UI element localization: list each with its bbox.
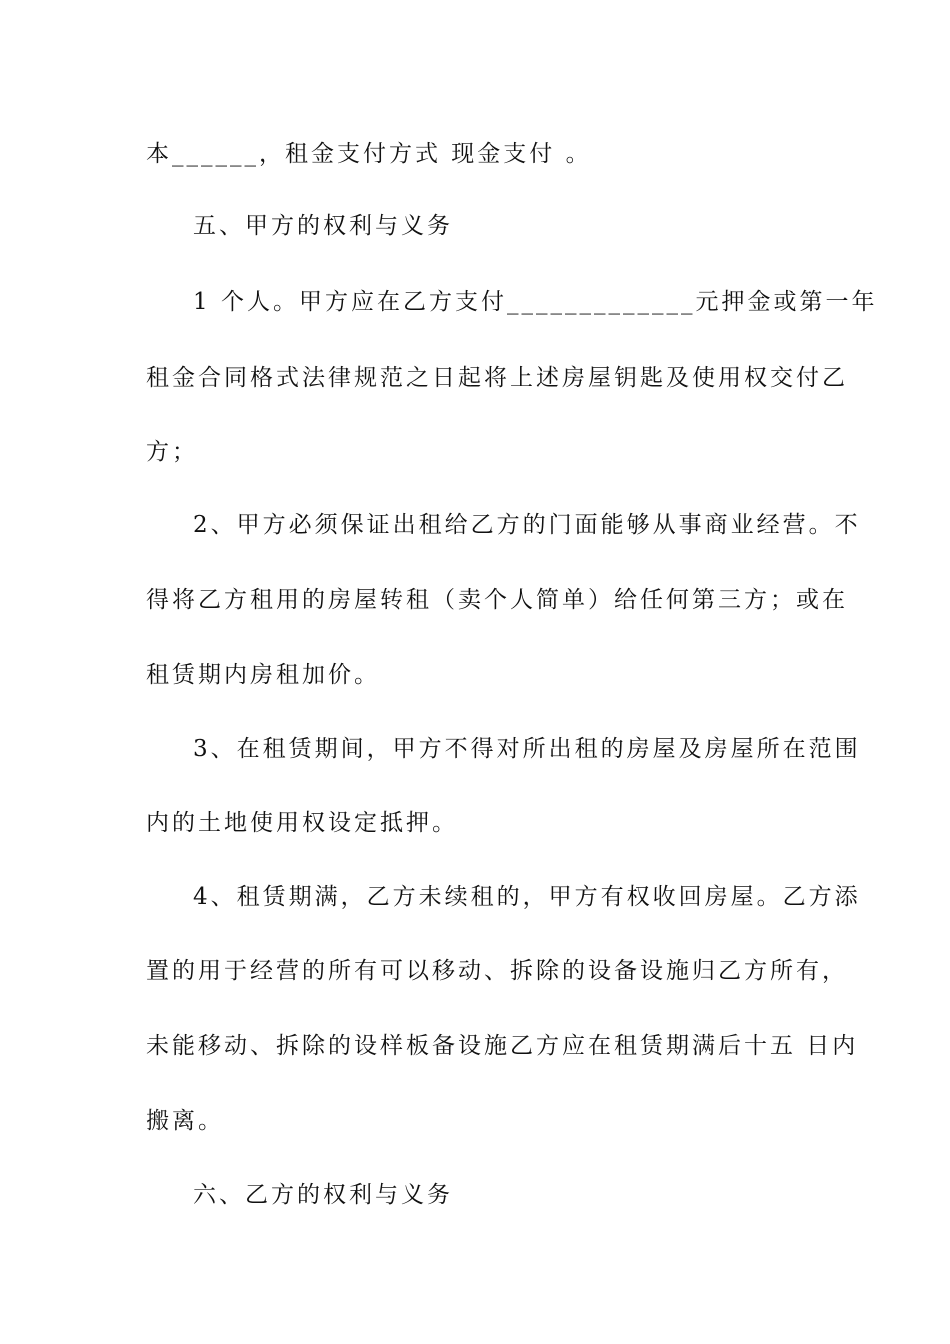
text-line-clause-4d: 搬离。 xyxy=(146,1108,224,1134)
text-line-clause-2b: 得将乙方租用的房屋转租（卖个人简单）给任何第三方；或在 xyxy=(146,587,848,613)
text-line-rent-payment: 本______，租金支付方式 现金支付 。 xyxy=(146,141,592,167)
text-line-clause-4c: 未能移动、拆除的设样板备设施乙方应在租赁期满后十五 日内 xyxy=(146,1033,859,1059)
text-line-clause-1c: 方； xyxy=(146,439,198,465)
text-line-clause-4b: 置的用于经营的所有可以移动、拆除的设备设施归乙方所有， xyxy=(146,958,848,984)
section-heading-5: 五、甲方的权利与义务 xyxy=(193,213,453,239)
text-line-clause-3a: 3、在租赁期间，甲方不得对所出租的房屋及房屋所在范围 xyxy=(193,736,861,762)
text-line-clause-2c: 租赁期内房租加价。 xyxy=(146,662,380,688)
text-line-clause-1b: 租金合同格式法律规范之日起将上述房屋钥匙及使用权交付乙 xyxy=(146,365,848,391)
section-heading-6: 六、乙方的权利与义务 xyxy=(193,1182,453,1208)
text-line-clause-1a: 1 个人。甲方应在乙方支付_____________元押金或第一年 xyxy=(193,289,878,315)
text-line-clause-3b: 内的土地使用权设定抵押。 xyxy=(146,810,458,836)
text-line-clause-2a: 2、甲方必须保证出租给乙方的门面能够从事商业经营。不 xyxy=(193,512,861,538)
text-line-clause-4a: 4、租赁期满，乙方未续租的，甲方有权收回房屋。乙方添 xyxy=(193,884,861,910)
